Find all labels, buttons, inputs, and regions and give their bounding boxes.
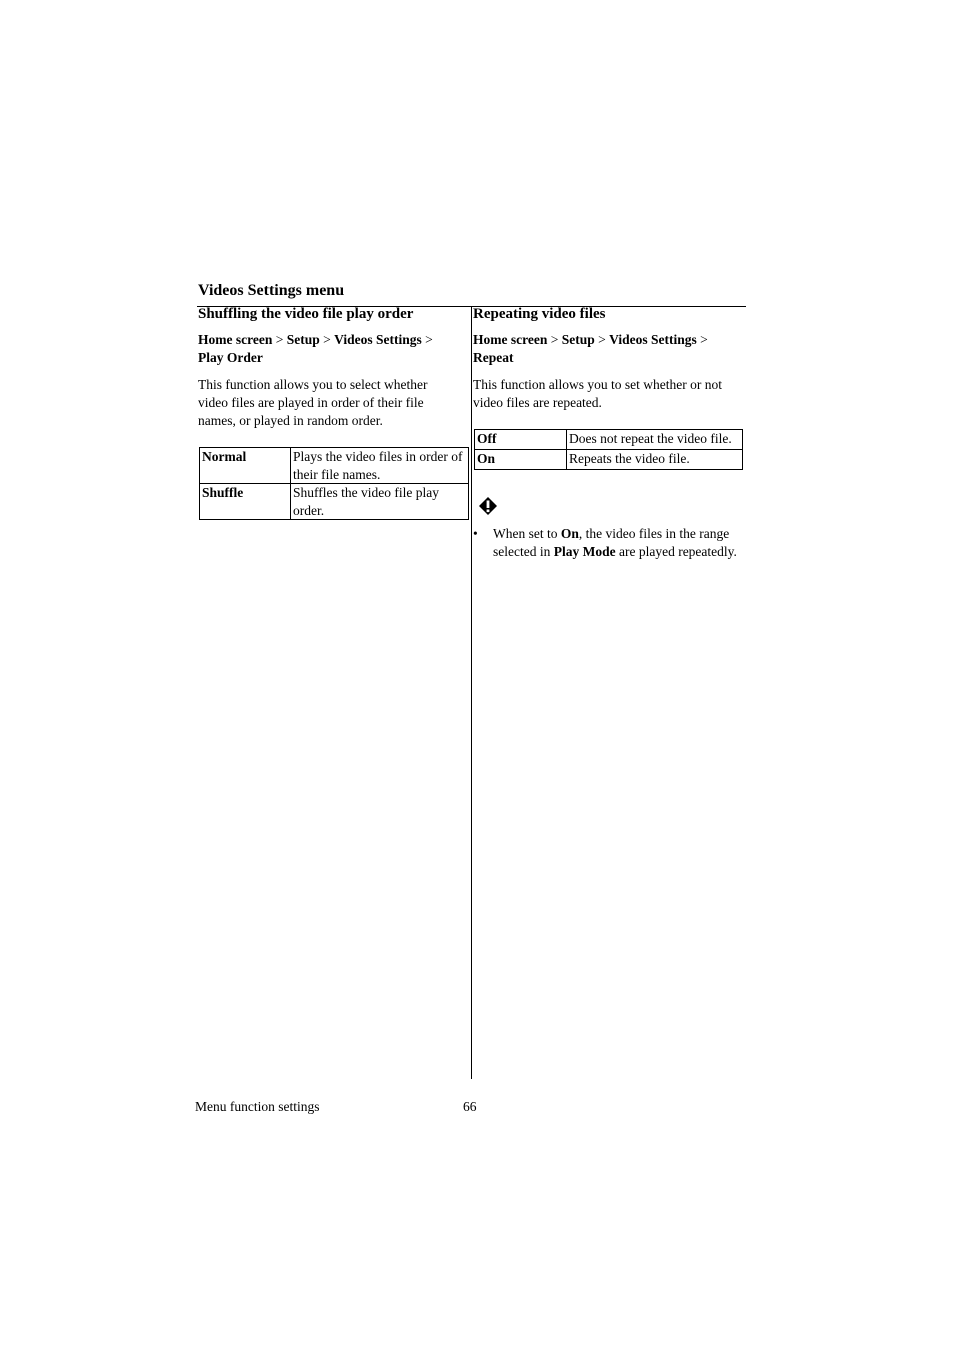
left-description: This function allows you to select whether video files are played in order of their file names, or played in random order.	[198, 377, 428, 428]
note-text-part: , the video files in the range selected in	[493, 526, 730, 559]
path-videos-settings: Videos Settings	[334, 332, 422, 347]
note-text	[493, 525, 745, 561]
option-desc: Repeats the video file.	[567, 450, 743, 470]
path-home: Home screen	[198, 332, 273, 347]
path-item: Repeat	[473, 350, 514, 365]
note-text-part: When set to	[493, 526, 561, 541]
path-sep: >	[700, 332, 708, 347]
path-sep: >	[323, 332, 331, 347]
path-setup: Setup	[286, 332, 320, 347]
option-desc: Plays the video files in order of their file names.	[291, 448, 469, 484]
right-heading: Repeating video files	[473, 306, 606, 322]
table-row	[475, 450, 743, 470]
option-key: Off	[475, 430, 567, 450]
path-videos-settings: Videos Settings	[609, 332, 697, 347]
right-options-table	[474, 429, 743, 470]
path-sep: >	[425, 332, 433, 347]
left-menu-path	[198, 331, 463, 367]
path-sep: >	[550, 332, 559, 347]
left-heading: Shuffling the video file play order	[198, 306, 414, 322]
table-row	[200, 448, 469, 484]
table-row	[200, 484, 469, 520]
option-desc: Shuffles the video file play order.	[291, 484, 469, 520]
note-bold-on: On	[560, 526, 579, 541]
column-divider	[471, 306, 472, 1079]
path-sep: >	[598, 332, 606, 347]
path-setup: Setup	[561, 332, 595, 347]
note-bold-play-mode: Play Mode	[553, 544, 616, 559]
path-home: Home screen	[473, 332, 548, 347]
right-menu-path	[473, 331, 743, 367]
left-options-table	[199, 447, 469, 520]
note-text-part: are played repeatedly.	[615, 544, 737, 559]
path-item: Play Order	[198, 350, 263, 365]
option-key: Shuffle	[200, 484, 291, 520]
option-key: Normal	[200, 448, 291, 484]
table-row	[475, 430, 743, 450]
option-key: On	[475, 450, 567, 470]
note-bullet: •	[473, 526, 478, 541]
footer-label: Menu function settings	[195, 1099, 320, 1114]
page-number: 66	[463, 1099, 477, 1114]
caution-diamond-icon	[478, 496, 498, 516]
right-description: This function allows you to set whether or not video files are repeated.	[473, 377, 722, 410]
page-title: Videos Settings menu	[198, 282, 345, 299]
path-sep: >	[275, 332, 284, 347]
option-desc: Does not repeat the video file.	[567, 430, 743, 450]
